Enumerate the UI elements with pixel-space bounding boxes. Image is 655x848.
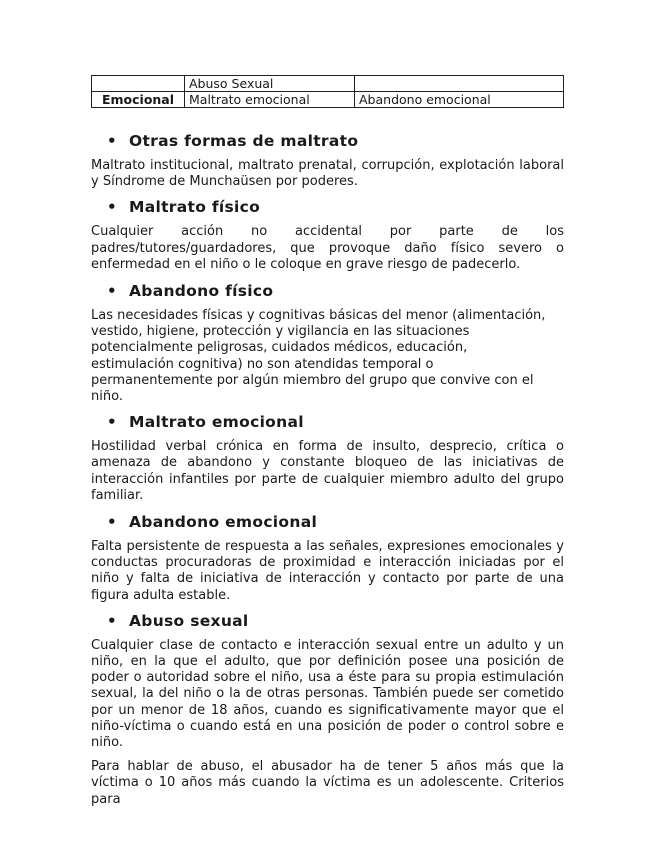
paragraph: Cualquier clase de contacto e interacción sexual entre un adulto y un niño, en la que el adulto, que por definición posee una posición de poder o autoridad sobre el niño, usa a éste para su propia estimulación sexual, la del niño o la de otras personas. También puede ser cometido por un menor de 18 años, cuando es significativamente mayor que el niño-víctima o cuando está en una posición de poder o control sobre e niño. <box>91 637 564 751</box>
paragraph: Maltrato institucional, maltrato prenatal, corrupción, explotación laboral y Síndrome de Munchaüsen por poderes. <box>91 158 564 190</box>
paragraph: Las necesidades físicas y cognitivas básicas del menor (alimentación, vestido, higiene, protección y vigilancia en las situaciones potencialmente peligrosas, cuidados médicos, educación, estimulación cognitiva) no son atendidas temporal o permanentemente por algún miembro del grupo que convive con el niño. <box>91 308 546 405</box>
section-heading-text: Abuso sexual <box>129 611 249 630</box>
bullet-icon: • <box>107 198 117 217</box>
bullet-icon: • <box>107 513 117 532</box>
table-row <box>92 76 564 92</box>
section-heading <box>91 512 564 532</box>
table-cell-type: Abuso Sexual <box>185 76 355 92</box>
table-cell-category <box>92 76 185 92</box>
bullet-icon: • <box>107 413 117 432</box>
paragraph: Falta persistente de respuesta a las señales, expresiones emocionales y conductas procuradoras de proximidad e interacción iniciadas por el niño y falta de iniciativa de interacción y contacto por parte de una figura adulta estable. <box>91 539 564 603</box>
paragraph: Hostilidad verbal crónica en forma de insulto, desprecio, crítica o amenaza de abandono y constante bloqueo de las iniciativas de interacción infantiles por parte de cualquier miembro adulto del grupo familiar. <box>91 439 564 503</box>
document-page <box>91 75 564 808</box>
section-heading <box>91 197 564 217</box>
bullet-icon: • <box>107 282 117 301</box>
table-cell-type: Abandono emocional <box>355 92 564 108</box>
section-heading <box>91 412 564 432</box>
bullet-icon: • <box>107 132 117 150</box>
table-cell-type <box>355 76 564 92</box>
table-row <box>92 92 564 108</box>
section-heading-text: Otras formas de maltrato <box>129 132 359 150</box>
paragraph: Cualquier acción no accidental por parte de los padres/tutores/guardadores, que provoque daño físico severo o enfermedad en el niño o le coloque en grave riesgo de padecerlo. <box>91 224 564 272</box>
section-heading <box>91 281 564 301</box>
bullet-icon: • <box>107 611 117 630</box>
abuse-types-table <box>91 75 564 108</box>
section-heading-text: Abandono físico <box>129 282 274 301</box>
section-heading-text: Abandono emocional <box>129 513 318 532</box>
section-heading-text: Maltrato físico <box>129 198 261 217</box>
section-heading <box>91 611 564 631</box>
paragraph: Para hablar de abuso, el abusador ha de tener 5 años más que la víctima o 10 años más cuando la víctima es un adolescente. Criterios para <box>91 759 564 807</box>
section-heading <box>91 131 564 151</box>
section-heading-text: Maltrato emocional <box>129 413 304 432</box>
table-cell-type: Maltrato emocional <box>185 92 355 108</box>
table-cell-category: Emocional <box>92 92 185 108</box>
